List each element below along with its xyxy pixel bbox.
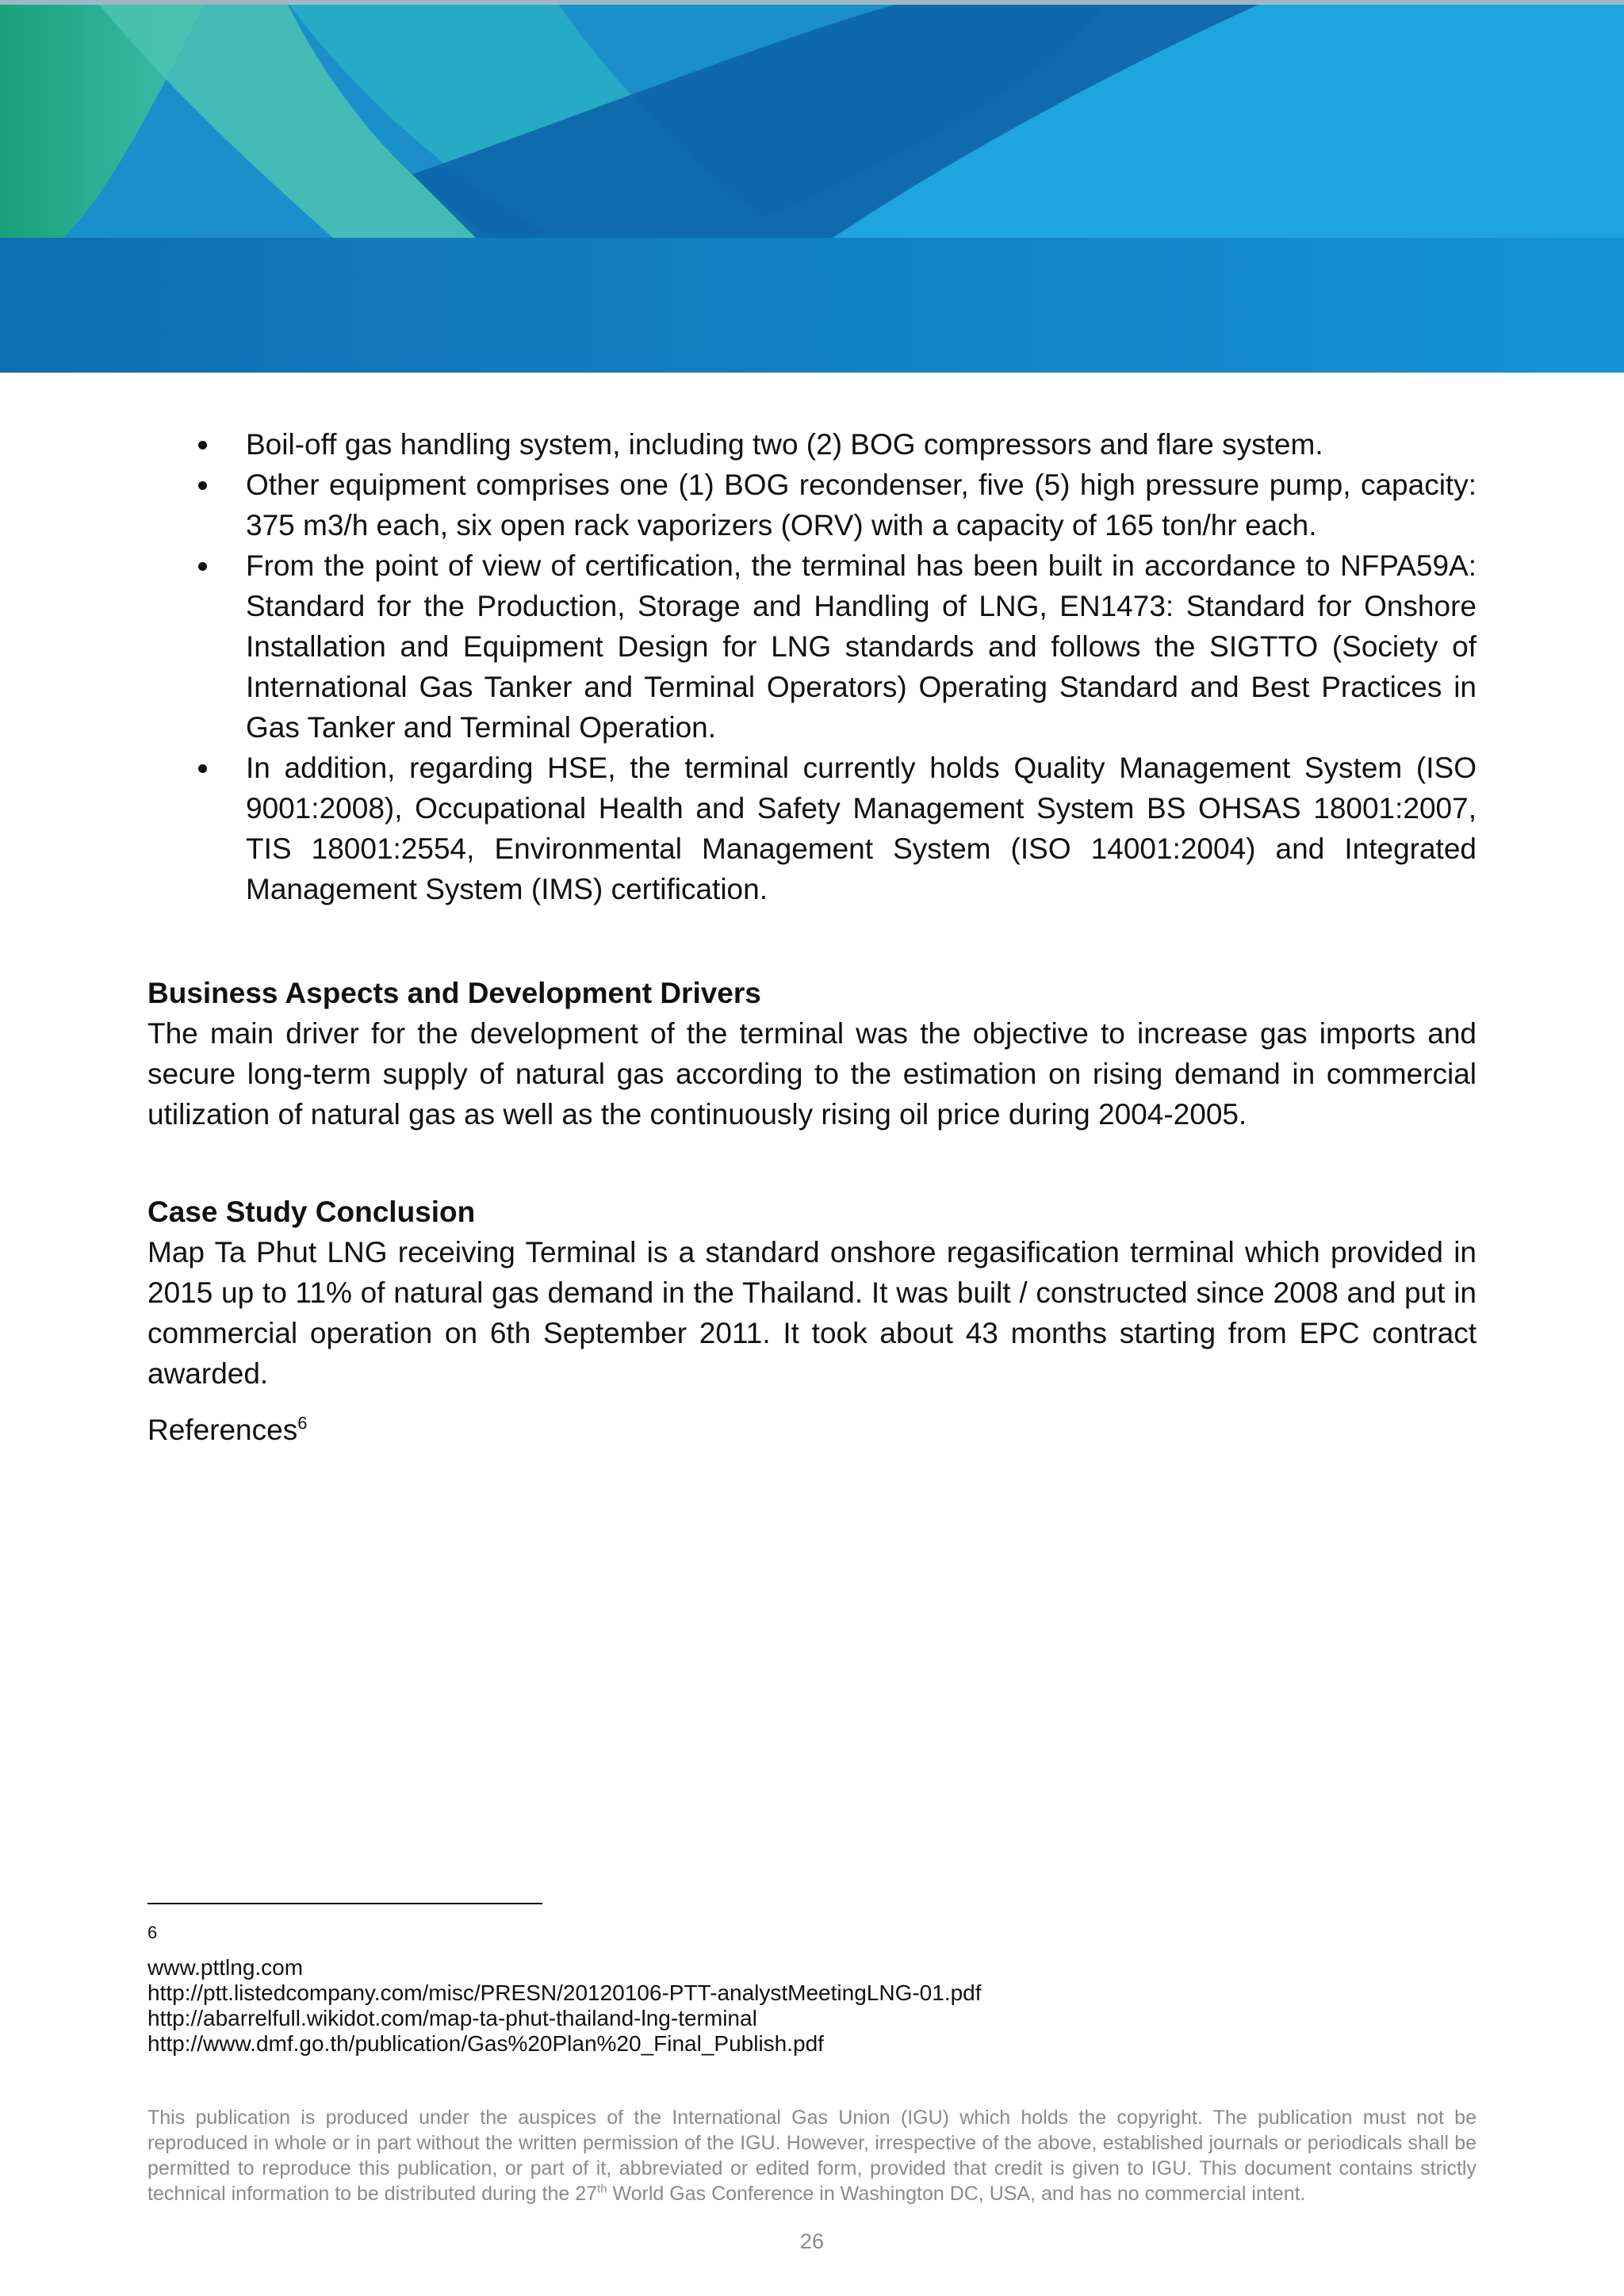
page-content [147,424,1477,1450]
bullet-item [147,545,1477,748]
references-label: References [147,1414,298,1446]
conclusion-section [147,1192,1477,1394]
copyright-disclaimer [147,2105,1477,2206]
banner-lower-band [0,238,1624,373]
bullet-icon [198,764,207,773]
references-footnote-mark[interactable]: 6 [297,1413,308,1433]
references-line [147,1410,1477,1450]
banner-top-edge [0,0,1624,5]
header-banner [0,0,1624,373]
conclusion-heading: Case Study Conclusion [147,1196,476,1228]
footnote-link[interactable]: http://ptt.listedcompany.com/misc/PRESN/20120106-PTT-analystMeetingLNG-01.pdf [147,1980,982,2005]
footnote-links [147,1955,982,2057]
footnote-link[interactable]: http://www.dmf.go.th/publication/Gas%20Plan%20_Final_Publish.pdf [147,2031,824,2056]
footnote-number: 6 [147,1923,158,1942]
footnote-divider [147,1903,542,1904]
business-heading: Business Aspects and Development Drivers [147,977,761,1009]
bullet-text: Boil-off gas handling system, including two (2) BOG compressors and flare system. [246,428,1323,461]
bullet-icon [198,441,207,450]
equipment-bullet-list [147,424,1477,909]
disclaimer-text-after: World Gas Conference in Washington DC, USA, and has no commercial intent. [607,2183,1306,2205]
disclaimer-superscript: th [597,2182,607,2196]
bullet-item [147,424,1477,465]
page-number: 26 [799,2229,825,2253]
bullet-text: In addition, regarding HSE, the terminal currently holds Quality Management System (ISO 9001:2008), Occupational Health and Safety Management System BS OHSAS 18001:2007, TIS 18001:2554, Environmental Management System (ISO 14001:2004) and Integrated Management System (IMS) certification. [246,752,1477,905]
bullet-icon [198,481,207,490]
footnote-link[interactable]: http://abarrelfull.wikidot.com/map-ta-phut-thailand-lng-terminal [147,2006,757,2030]
business-section [147,973,1477,1135]
bullet-text: From the point of view of certification, the terminal has been built in accordance to NFPA59A: Standard for the Production, Storage and Handling of LNG, EN1473: Standard for Onshore Installation and Equipment Design for LNG standards and follows the SIGTTO (Society of International Gas Tanker and Terminal Operators) Operating Standard and Best Practices in Gas Tanker and Terminal Operation. [246,549,1477,744]
bullet-text: Other equipment comprises one (1) BOG recondenser, five (5) high pressure pump, capacity: 375 m3/h each, six open rack vaporizers (ORV) with a capacity of 165 ton/hr each. [246,469,1477,541]
bullet-icon [198,562,207,571]
disclaimer-text-before: This publication is produced under the auspices of the International Gas Union (IGU) which holds the copyright. The publication must not be reproduced in whole or in part without the written permission of the IGU. However, irrespective of the above, established journals or periodicals shall be permitted to reproduce this publication, or part of it, abbreviated or edited form, provided that credit is given to IGU. This document contains strictly technical information to be distributed during the 27 [147,2107,1477,2205]
bullet-item [147,465,1477,545]
business-paragraph: The main driver for the development of the terminal was the objective to increase gas imports and secure long-term supply of natural gas according to the estimation on rising demand in commercial utilization of natural gas as well as the continuously rising oil price during 2004-2005. [147,1017,1477,1131]
banner-graphic [0,0,1624,373]
bullet-item [147,748,1477,909]
conclusion-paragraph: Map Ta Phut LNG receiving Terminal is a standard onshore regasification terminal which provided in 2015 up to 11% of natural gas demand in the Thailand. It was built / constructed since 2008 and put in commercial operation on 6th September 2011. It took about 43 months starting from EPC contract awarded. [147,1236,1477,1390]
footnote-link[interactable]: www.pttlng.com [147,1955,304,1980]
